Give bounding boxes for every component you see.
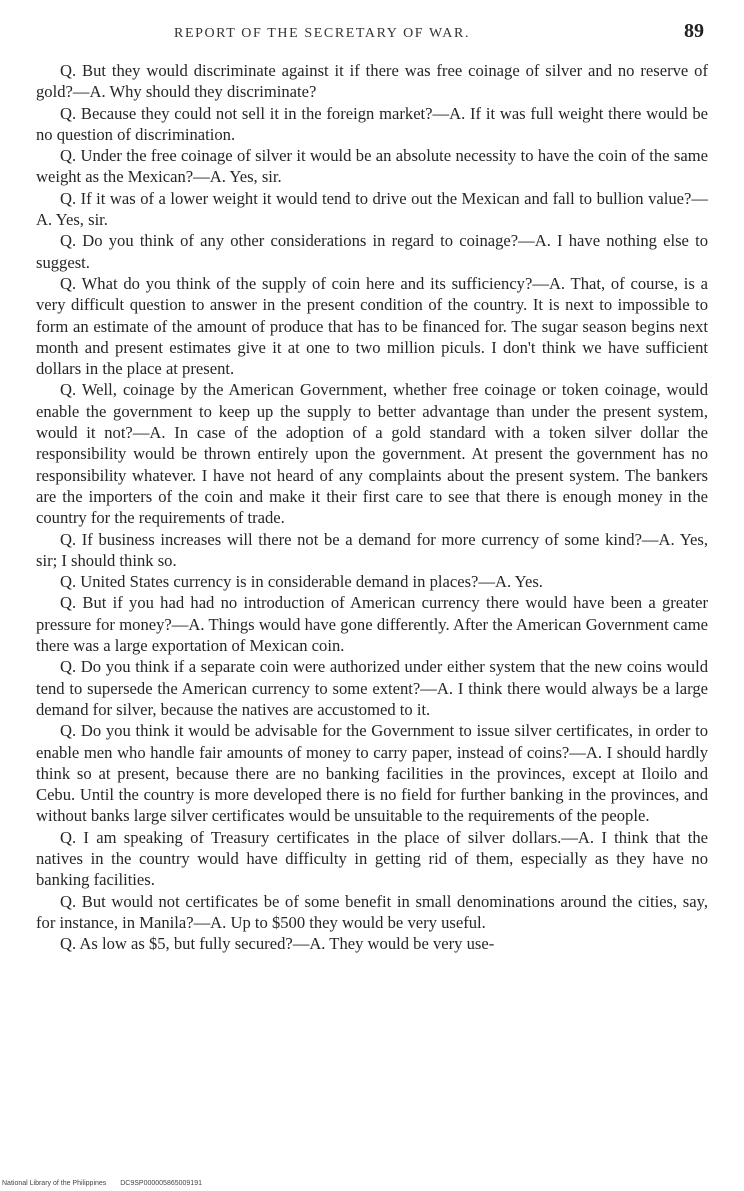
paragraph: Q. Well, coinage by the American Government, whether free coinage or token coinage, would enable the government to keep up the supply to better advantage than under the present system, would it not?—A. In case of the adoption of a gold standard with a token silver dollar the responsibility would be thrown entirely upon the government. At present the government has no responsibility whatever. I have not heard of any complaints about the present system. The bankers are the importers of the coin and make it their first care to see that there is enough money in the country for the requirements of trade. — [36, 380, 708, 528]
body-text — [36, 60, 708, 954]
paragraph: Q. Do you think if a separate coin were authorized under either system that the new coins would tend to supersede the American currency to some extent?—A. I think there would always be a large demand for silver, because the natives are accustomed to it. — [36, 657, 708, 719]
paragraph: Q. If business increases will there not be a demand for more currency of some kind?—A. Yes, sir; I should think so. — [36, 529, 708, 570]
paragraph: Q. Under the free coinage of silver it would be an absolute necessity to have the coin of the same weight as the Mexican?—A. Yes, sir. — [36, 146, 708, 187]
running-title: REPORT OF THE SECRETARY OF WAR. — [174, 26, 471, 41]
paragraph: Q. I am speaking of Treasury certificates in the place of silver dollars.—A. I think that the natives in the country would have difficulty in getting rid of them, especially as they have no banking facilities. — [36, 827, 708, 890]
page-number: 89 — [684, 20, 704, 42]
footer-library: National Library of the Philippines — [2, 1180, 107, 1187]
page-header — [174, 20, 704, 46]
paragraph: Q. As low as $5, but fully secured?—A. They would be very use- — [60, 934, 495, 954]
scan-footer — [2, 1180, 214, 1187]
paragraph: Q. But they would discriminate against it if there was free coinage of silver and no reserve of gold?—A. Why should they discriminate? — [36, 61, 708, 102]
paragraph: Q. Because they could not sell it in the foreign market?—A. If it was full weight there would be no question of discrimination. — [36, 103, 708, 144]
paragraph: Q. But if you had had no introduction of American currency there would have been a greater pressure for money?—A. Things would have gone differently. After the American Government came there was a large exportation of Mexican coin. — [36, 593, 708, 656]
paragraph: Q. Do you think it would be advisable for the Government to issue silver certificates, in order to enable men who handle fair amounts of money to carry paper, instead of coins?—A. I should hardly think so at present, because there are no banking facilities in the provinces, except at Iloilo and Cebu. Until the country is more developed there is no field for further banking in the provinces, and without banks large silver certificates would be unsuitable to the requirements of the people. — [36, 721, 708, 826]
footer-identifier: DC9SP000005865009191 — [120, 1180, 202, 1187]
paragraph: Q. Do you think of any other considerations in regard to coinage?—A. I have nothing else to suggest. — [36, 231, 708, 272]
paragraph: Q. But would not certificates be of some benefit in small denominations around the cities, say, for instance, in Manila?—A. Up to $500 they would be very useful. — [36, 891, 708, 932]
paragraph: Q. What do you think of the supply of coin here and its sufficiency?—A. That, of course, is a very difficult question to answer in the present condition of the country. It is next to impossible to form an estimate of the amount of produce that has to be financed for. The sugar season begins next month and present estimates give it at one to two million piculs. I don't think we have sufficient dollars in the place at present. — [36, 273, 708, 379]
paragraph: Q. United States currency is in considerable demand in places?—A. Yes. — [60, 572, 543, 592]
paragraph: Q. If it was of a lower weight it would tend to drive out the Mexican and fall to bullion value?—A. Yes, sir. — [36, 188, 708, 230]
